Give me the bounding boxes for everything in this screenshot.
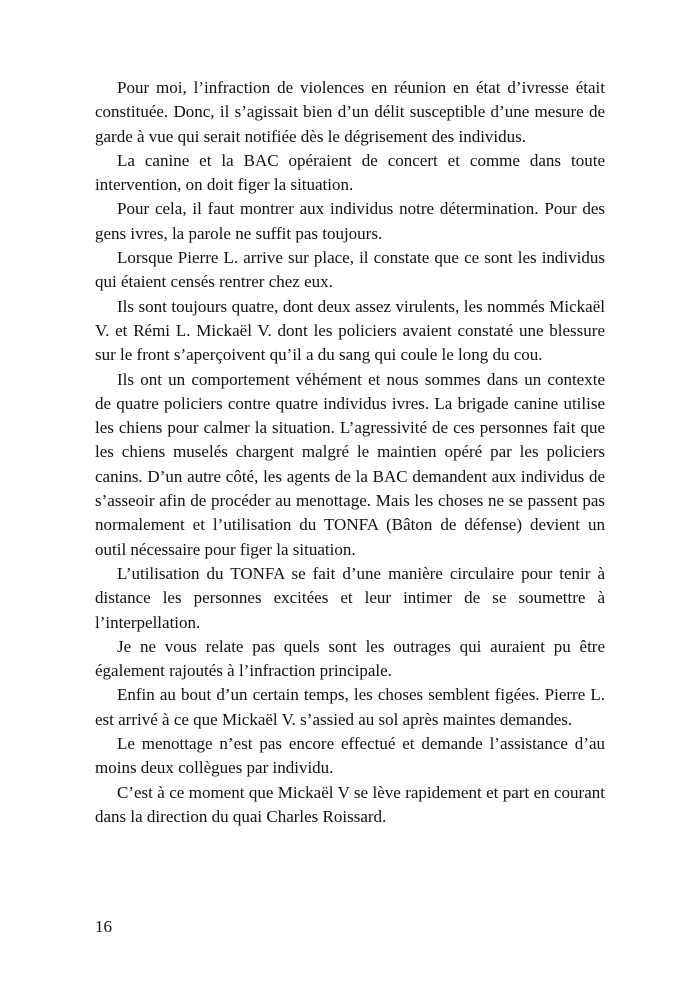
- paragraph: Ils sont toujours quatre, dont deux assez virulents, les nommés Mickaël V. et Rémi L. Mickaël V. dont les policiers avaient constaté une blessure sur le front s’aperçoivent qu’il a du sang qui coule le long du cou.: [95, 296, 605, 365]
- paragraph: Enfin au bout d’un certain temps, les choses semblent figées. Pierre L. est arrivé à ce que Mickaël V. s’assied au sol après maintes demandes.: [95, 685, 605, 729]
- paragraph: Pour moi, l’infraction de violences en réunion en état d’ivresse était constituée. Donc, il s’agissait bien d’un délit susceptible d’une mesure de garde à vue qui serait notifiée dès le dégrisement des individus.: [95, 78, 605, 146]
- page-number: 16: [95, 917, 112, 936]
- paragraph: La canine et la BAC opéraient de concert et comme dans toute intervention, on doit figer la situation.: [95, 150, 605, 195]
- page-body: [95, 76, 605, 829]
- paragraph: Pour cela, il faut montrer aux individus notre détermination. Pour des gens ivres, la parole ne suffit pas toujours.: [95, 199, 605, 243]
- paragraph: Le menottage n’est pas encore effectué et demande l’assistance d’au moins deux collègues par individu.: [95, 734, 605, 778]
- paragraph: L’utilisation du TONFA se fait d’une manière circulaire pour tenir à distance les personnes excitées et leur intimer de se soumettre à l’interpellation.: [95, 563, 605, 632]
- paragraph: Ils ont un comportement véhément et nous sommes dans un contexte de quatre policiers contre quatre individus ivres. La brigade canine utilise les chiens pour calmer la situation. L’agressivité de ces personnes fait que les chiens muselés chargent malgré le maintien opéré par les policiers canins. D’un autre côté, les agents de la BAC demandent aux individus de s’asseoir afin de procéder au menottage. Mais les choses ne se passent pas normalement et l’utilisation du TONFA (Bâton de défense) devient un outil nécessaire pour figer la situation.: [95, 369, 605, 559]
- paragraph: Lorsque Pierre L. arrive sur place, il constate que ce sont les individus qui étaient censés rentrer chez eux.: [95, 248, 605, 292]
- paragraph: C’est à ce moment que Mickaël V se lève rapidement et part en courant dans la direction du quai Charles Roissard.: [95, 782, 605, 826]
- paragraph: Je ne vous relate pas quels sont les outrages qui auraient pu être également rajoutés à l’infraction principale.: [95, 636, 605, 681]
